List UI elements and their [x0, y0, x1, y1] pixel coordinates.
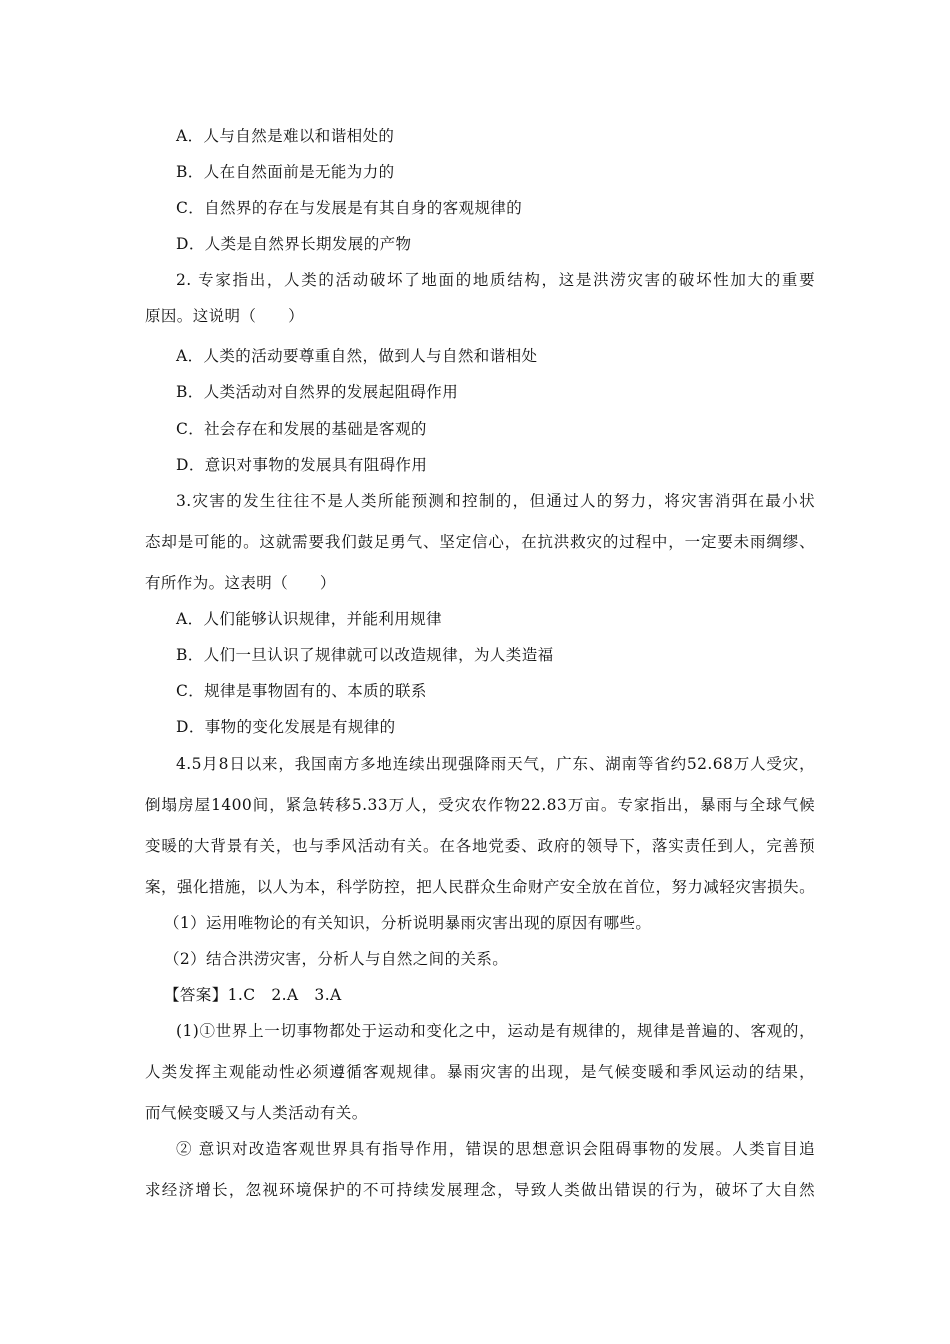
q2-option-d: D．意识对事物的发展具有阻碍作用: [176, 456, 428, 474]
q4-subquestion-2: （2）结合洪涝灾害，分析人与自然之间的关系。: [164, 950, 509, 968]
answer-p1-line-1: (1)①世界上一切事物都处于运动和变化之中，运动是有规律的，规律是普遍的、客观的，: [176, 1022, 815, 1040]
answer-p1-line-3: 而气候变暖又与人类活动有关。: [145, 1104, 368, 1122]
q2-option-a: A．人类的活动要尊重自然，做到人与自然和谐相处: [176, 347, 538, 365]
answer-p2-line-1: ② 意识对改造客观世界具有指导作用，错误的思想意识会阻碍事物的发展。人类盲目追: [176, 1140, 815, 1158]
q3-option-b: B．人们一旦认识了规律就可以改造规律，为人类造福: [176, 646, 554, 664]
q3-option-c: C．规律是事物固有的、本质的联系: [176, 682, 427, 700]
q1-option-a: A．人与自然是难以和谐相处的: [176, 127, 395, 145]
q3-option-a: A．人们能够认识规律，并能利用规律: [176, 610, 442, 628]
answer-header: 【答案】1.C 2.A 3.A: [164, 986, 342, 1004]
q3-stem-line-1: 3.灾害的发生往往不是人类所能预测和控制的，但通过人的努力，将灾害消弭在最小状: [176, 492, 815, 510]
q2-stem-line-2: 原因。这说明（ ）: [145, 307, 305, 325]
q3-stem-line-3: 有所作为。这表明（ ）: [145, 574, 336, 592]
q4-stem-line-1: 4.5月8日以来，我国南方多地连续出现强降雨天气，广东、湖南等省约52.68万人受灾，: [176, 755, 815, 773]
q4-stem-line-3: 变暖的大背景有关，也与季风活动有关。在各地党委、政府的领导下，落实责任到人，完善预: [145, 837, 815, 855]
q4-stem-line-2: 倒塌房屋1400间，紧急转移5.33万人，受灾农作物22.83万亩。专家指出，暴雨与全球气候: [145, 796, 815, 814]
q4-subquestion-1: （1）运用唯物论的有关知识，分析说明暴雨灾害出现的原因有哪些。: [164, 914, 652, 932]
q3-option-d: D．事物的变化发展是有规律的: [176, 718, 396, 736]
q4-stem-line-4: 案，强化措施，以人为本，科学防控，把人民群众生命财产安全放在首位，努力减轻灾害损失。: [145, 878, 815, 896]
q1-option-d: D．人类是自然界长期发展的产物: [176, 235, 412, 253]
q2-option-b: B．人类活动对自然界的发展起阻碍作用: [176, 383, 459, 401]
q3-stem-line-2: 态却是可能的。这就需要我们鼓足勇气、坚定信心，在抗洪救灾的过程中，一定要未雨绸缪、: [145, 533, 815, 551]
q2-option-c: C．社会存在和发展的基础是客观的: [176, 420, 427, 438]
answer-p1-line-2: 人类发挥主观能动性必须遵循客观规律。暴雨灾害的出现，是气候变暖和季风运动的结果，: [145, 1063, 815, 1081]
q1-option-c: C．自然界的存在与发展是有其自身的客观规律的: [176, 199, 523, 217]
q1-option-b: B．人在自然面前是无能为力的: [176, 163, 395, 181]
q2-stem-line-1: 2. 专家指出，人类的活动破坏了地面的地质结构，这是洪涝灾害的破坏性加大的重要: [176, 271, 815, 289]
answer-p2-line-2: 求经济增长，忽视环境保护的不可持续发展理念，导致人类做出错误的行为，破坏了大自然: [145, 1181, 815, 1199]
